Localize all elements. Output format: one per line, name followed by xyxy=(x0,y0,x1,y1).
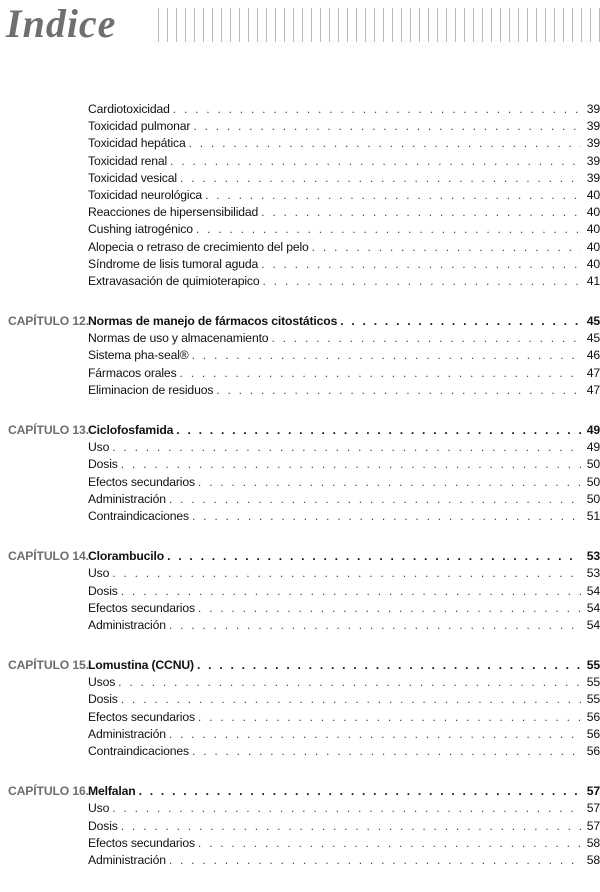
chapter-title: Ciclofosfamida xyxy=(88,423,174,437)
entry-page-number: 40 xyxy=(586,187,600,202)
dot-leader xyxy=(169,491,581,508)
decorative-stripes xyxy=(158,8,600,42)
toc-entry xyxy=(0,118,600,135)
dot-leader xyxy=(121,818,581,835)
dot-leader xyxy=(169,617,581,634)
entry-line xyxy=(88,273,600,290)
entry-line xyxy=(88,439,600,456)
dot-leader xyxy=(198,709,581,726)
entry-title: Alopecia o retraso de crecimiento del pelo xyxy=(88,239,309,254)
index-title: Indice xyxy=(6,1,117,46)
chapter-label: CAPÍTULO 15. xyxy=(8,658,89,673)
toc-entry xyxy=(0,852,600,869)
chapter-title: Melfalan xyxy=(88,784,136,799)
entry-title: Toxicidad renal xyxy=(88,153,168,168)
dot-leader xyxy=(192,743,581,760)
entry-line xyxy=(88,565,600,582)
chapter-section xyxy=(0,783,600,869)
chapter-heading-row xyxy=(0,422,600,439)
entry-page-number: 50 xyxy=(586,457,600,472)
entry-page-number: 41 xyxy=(586,273,600,288)
toc-entry xyxy=(0,456,600,473)
entry-line xyxy=(88,583,600,600)
toc-entry xyxy=(0,617,600,634)
entry-line xyxy=(88,818,600,835)
chapter-section xyxy=(0,548,600,634)
entry-title: Dosis xyxy=(88,583,118,598)
entry-page-number: 56 xyxy=(586,744,600,758)
chapter-heading-row xyxy=(0,548,600,565)
entry-title: Administración xyxy=(88,617,166,632)
toc-entry xyxy=(0,491,600,508)
toc-entry xyxy=(0,221,600,238)
toc-entry xyxy=(0,382,600,399)
entry-title: Administración xyxy=(88,852,166,867)
toc-entry xyxy=(0,709,600,726)
entry-page-number: 47 xyxy=(586,382,600,397)
toc-entry xyxy=(0,204,600,221)
entry-title: Extravasación de quimioterapico xyxy=(88,273,260,288)
toc-entry xyxy=(0,691,600,708)
dot-leader xyxy=(176,422,581,439)
dot-leader xyxy=(271,330,581,347)
toc-entry xyxy=(0,330,600,347)
entry-title: Uso xyxy=(88,801,110,816)
entry-line xyxy=(88,474,600,491)
entry-line xyxy=(88,456,600,473)
dot-leader xyxy=(196,221,581,238)
dot-leader xyxy=(169,726,581,743)
entry-title: Dosis xyxy=(88,692,118,707)
toc-entry xyxy=(0,818,600,835)
entry-line xyxy=(88,726,600,743)
dot-leader xyxy=(121,583,581,600)
entry-page-number: 53 xyxy=(586,566,600,581)
toc-entry xyxy=(0,474,600,491)
chapter-title: Clorambucilo xyxy=(88,549,165,564)
toc-entry xyxy=(0,256,600,273)
entry-line xyxy=(88,221,600,238)
dot-leader xyxy=(197,657,581,674)
toc-entry xyxy=(0,439,600,456)
chapter-heading-row xyxy=(0,783,600,800)
toc-entry xyxy=(0,347,600,364)
toc-entry xyxy=(0,583,600,600)
chapter-title-line xyxy=(88,313,600,330)
chapter-label: CAPÍTULO 16. xyxy=(8,784,89,799)
chapter-title-line xyxy=(88,548,600,565)
entry-line xyxy=(88,600,600,617)
chapter-title-line xyxy=(88,422,600,439)
entry-title: Toxicidad pulmonar xyxy=(88,119,191,134)
dot-leader xyxy=(112,565,581,582)
entry-line xyxy=(88,508,600,525)
chapter-section xyxy=(0,657,600,760)
entry-line xyxy=(88,365,600,382)
entry-page-number: 39 xyxy=(586,153,600,168)
entry-line xyxy=(88,118,600,135)
dot-leader xyxy=(193,118,581,135)
entry-line xyxy=(88,800,600,817)
entry-line xyxy=(88,330,600,347)
entry-page-number: 50 xyxy=(586,491,600,506)
entry-page-number: 56 xyxy=(586,709,600,724)
dot-leader xyxy=(205,187,581,204)
toc-entry xyxy=(0,600,600,617)
dot-leader xyxy=(121,456,581,473)
dot-leader xyxy=(170,153,581,170)
dot-leader xyxy=(112,800,581,817)
entry-line xyxy=(88,187,600,204)
dot-leader xyxy=(261,256,581,273)
entry-line xyxy=(88,617,600,634)
entry-page-number: 39 xyxy=(586,119,600,134)
toc-entry xyxy=(0,365,600,382)
entry-title: Toxicidad vesical xyxy=(88,170,177,185)
dot-leader xyxy=(121,691,581,708)
entry-title: Normas de uso y almacenamiento xyxy=(88,331,269,346)
entry-line xyxy=(88,256,600,273)
entry-title: Reacciones de hipersensibilidad xyxy=(88,205,259,220)
entry-line xyxy=(88,204,600,221)
dot-leader xyxy=(112,439,581,456)
entry-page-number: 49 xyxy=(586,440,600,455)
entry-line xyxy=(88,835,600,852)
entry-page-number: 55 xyxy=(586,692,600,707)
entry-page-number: 50 xyxy=(586,474,600,489)
chapter-page-number: 45 xyxy=(586,314,600,329)
entry-line xyxy=(88,491,600,508)
entry-page-number: 47 xyxy=(586,365,600,380)
dot-leader xyxy=(198,600,581,617)
toc-entry xyxy=(0,726,600,743)
entry-page-number: 54 xyxy=(586,617,600,632)
toc-entry xyxy=(0,743,600,760)
intro-section xyxy=(0,101,600,290)
chapter-heading-row xyxy=(0,313,600,330)
chapter-page-number: 55 xyxy=(586,658,600,673)
chapter-label: CAPÍTULO 14. xyxy=(8,549,89,564)
dot-leader xyxy=(261,204,581,221)
entry-line xyxy=(88,674,600,691)
entry-page-number: 39 xyxy=(586,170,600,185)
toc-entry xyxy=(0,187,600,204)
entry-page-number: 54 xyxy=(586,600,600,615)
entry-line xyxy=(88,153,600,170)
entry-line xyxy=(88,382,600,399)
dot-leader xyxy=(180,365,581,382)
entry-line xyxy=(88,347,600,364)
dot-leader xyxy=(169,852,581,869)
dot-leader xyxy=(192,508,581,525)
entry-title: Síndrome de lisis tumoral aguda xyxy=(88,256,259,271)
entry-page-number: 58 xyxy=(586,835,600,850)
entry-page-number: 39 xyxy=(586,136,600,151)
dot-leader xyxy=(198,474,581,491)
entry-title: Efectos secundarios xyxy=(88,474,195,489)
page-header xyxy=(0,0,600,48)
entry-page-number: 54 xyxy=(586,583,600,598)
entry-line xyxy=(88,691,600,708)
entry-page-number: 56 xyxy=(586,726,600,741)
chapter-page-number: 49 xyxy=(586,423,600,437)
entry-title: Cushing iatrogénico xyxy=(88,222,193,237)
entry-title: Eliminacion de residuos xyxy=(88,382,214,397)
dot-leader xyxy=(173,101,581,118)
entry-title: Sistema pha-seal® xyxy=(88,348,189,363)
entry-page-number: 39 xyxy=(586,102,600,116)
entry-title: Uso xyxy=(88,440,110,455)
toc-entry xyxy=(0,835,600,852)
entry-title: Uso xyxy=(88,566,110,581)
entry-title: Toxicidad hepática xyxy=(88,136,186,151)
entry-page-number: 40 xyxy=(586,205,600,220)
chapter-section xyxy=(0,313,600,399)
toc-entry xyxy=(0,674,600,691)
toc-entry xyxy=(0,508,600,525)
entry-title: Cardiotoxicidad xyxy=(88,102,170,116)
dot-leader xyxy=(216,382,581,399)
entry-page-number: 58 xyxy=(586,852,600,867)
entry-title: Toxicidad neurológica xyxy=(88,187,203,202)
entry-title: Contraindicaciones xyxy=(88,744,189,758)
dot-leader xyxy=(139,783,581,800)
entry-title: Usos xyxy=(88,675,116,690)
dot-leader xyxy=(118,674,581,691)
table-of-contents xyxy=(0,101,600,892)
dot-leader xyxy=(167,548,581,565)
entry-line xyxy=(88,743,600,760)
chapter-page-number: 53 xyxy=(586,549,600,564)
entry-line xyxy=(88,170,600,187)
entry-line xyxy=(88,101,600,118)
dot-leader xyxy=(192,347,581,364)
entry-page-number: 40 xyxy=(586,222,600,237)
entry-line xyxy=(88,709,600,726)
entry-title: Administración xyxy=(88,726,166,741)
toc-entry xyxy=(0,101,600,118)
chapter-title: Lomustina (CCNU) xyxy=(88,658,194,673)
entry-title: Contraindicaciones xyxy=(88,508,189,523)
entry-page-number: 40 xyxy=(586,239,600,254)
entry-page-number: 45 xyxy=(586,331,600,346)
dot-leader xyxy=(340,313,581,330)
dot-leader xyxy=(189,135,581,152)
entry-title: Efectos secundarios xyxy=(88,709,195,724)
toc-entry xyxy=(0,273,600,290)
entry-page-number: 57 xyxy=(586,818,600,833)
entry-line xyxy=(88,135,600,152)
chapter-title-line xyxy=(88,783,600,800)
chapter-title-line xyxy=(88,657,600,674)
toc-entry xyxy=(0,565,600,582)
toc-entry xyxy=(0,135,600,152)
toc-entry xyxy=(0,153,600,170)
entry-page-number: 46 xyxy=(586,348,600,363)
dot-leader xyxy=(263,273,582,290)
entry-title: Efectos secundarios xyxy=(88,600,195,615)
dot-leader xyxy=(198,835,581,852)
toc-entry xyxy=(0,800,600,817)
entry-page-number: 55 xyxy=(586,675,600,690)
dot-leader xyxy=(180,170,581,187)
entry-page-number: 57 xyxy=(586,801,600,816)
chapter-page-number: 57 xyxy=(586,784,600,799)
entry-page-number: 51 xyxy=(586,508,600,523)
entry-line xyxy=(88,852,600,869)
chapter-title: Normas de manejo de fármacos citostáticos xyxy=(88,314,338,329)
chapter-heading-row xyxy=(0,657,600,674)
toc-entry xyxy=(0,239,600,256)
entry-line xyxy=(88,239,600,256)
toc-entry xyxy=(0,170,600,187)
entry-title: Dosis xyxy=(88,818,118,833)
dot-leader xyxy=(312,239,581,256)
chapter-section xyxy=(0,422,600,525)
entry-title: Fármacos orales xyxy=(88,365,177,380)
entry-page-number: 40 xyxy=(586,256,600,271)
entry-title: Efectos secundarios xyxy=(88,835,195,850)
chapter-label: CAPÍTULO 12. xyxy=(8,314,89,329)
entry-title: Dosis xyxy=(88,457,118,472)
chapter-label: CAPÍTULO 13. xyxy=(8,423,89,437)
entry-title: Administración xyxy=(88,491,166,506)
